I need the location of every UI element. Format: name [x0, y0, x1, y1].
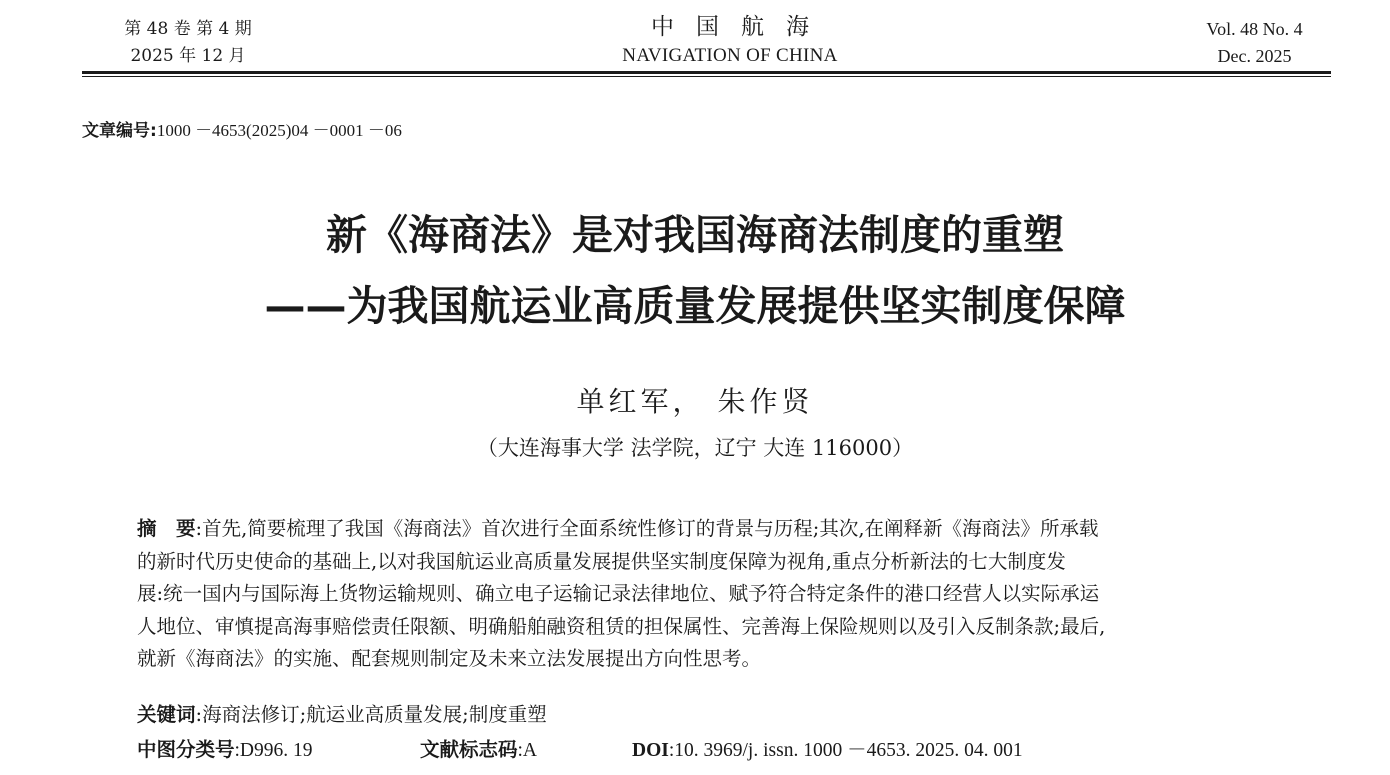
- article-number-value: 1000 －4653(2025)04 －0001 －06: [156, 121, 402, 140]
- keywords-value: :海商法修订;航运业高质量发展;制度重塑: [195, 703, 547, 726]
- volume-issue-en: Vol. 48 No. 4: [1206, 19, 1303, 39]
- paper-title: 新《海商法》是对我国海商法制度的重塑: [326, 211, 1064, 259]
- abstract-line: 人地位、审慎提高海事赔偿责任限额、明确船舶融资租赁的担保属性、完善海上保险规则以及引入反制条款;最后,: [137, 614, 1106, 638]
- classification-number: [137, 735, 313, 766]
- doi-value: :10. 3969/j. issn. 1000 －4653. 2025. 04. 001: [668, 740, 1023, 761]
- abstract-label: 摘 要: [137, 517, 196, 540]
- abstract-line: 就新《海商法》的实施、配套规则制定及未来立法发展提出方向性思考。: [137, 647, 762, 671]
- journal-title-en: NAVIGATION OF CHINA: [622, 45, 838, 66]
- doi: [632, 735, 1023, 766]
- classification-label: 中图分类号: [137, 738, 235, 761]
- abstract-text: :首先,简要梳理了我国《海商法》首次进行全面系统性修订的背景与历程;其次,在阐释新《海商法》所承载: [195, 517, 1099, 540]
- issue-date-en: Dec. 2025: [1217, 46, 1292, 66]
- abstract-line: 的新时代历史使命的基础上,以对我国航运业高质量发展提供坚实制度保障为视角,重点分析新法的七大制度发: [137, 549, 1066, 573]
- header-rule-thin: [82, 76, 1331, 77]
- classification-value: :D996. 19: [234, 740, 313, 761]
- paper-subtitle: ——为我国航运业高质量发展提供坚实制度保障: [264, 282, 1126, 330]
- author-affiliation: （大连海事大学 法学院，辽宁 大连 116000）: [476, 436, 914, 460]
- keywords-label: 关键词: [137, 703, 196, 726]
- journal-masthead: [555, 12, 905, 69]
- abstract: [137, 513, 1287, 676]
- document-code: [420, 735, 537, 766]
- issue-info-en: [1182, 16, 1327, 70]
- keywords: [137, 700, 547, 730]
- journal-title-cn: 中国航海: [651, 14, 831, 40]
- article-number: [82, 120, 402, 142]
- abstract-line: 展:统一国内与国际海上货物运输规则、确立电子运输记录法律地位、赋予符合特定条件的港口经营人以实际承运: [137, 582, 1100, 606]
- issue-date: 2025 年 12 月: [130, 46, 246, 66]
- issue-info: [118, 16, 258, 70]
- article-number-label: 文章编号:: [82, 121, 157, 141]
- volume-issue: 第 48 卷 第 4 期: [124, 19, 252, 39]
- document-code-value: :A: [517, 740, 538, 761]
- document-code-label: 文献标志码: [420, 738, 518, 761]
- header-rule-thick: [82, 71, 1331, 74]
- doi-label: DOI: [632, 740, 669, 761]
- abstract-line: [137, 513, 1287, 546]
- author-list: 单红军， 朱作贤: [576, 385, 814, 418]
